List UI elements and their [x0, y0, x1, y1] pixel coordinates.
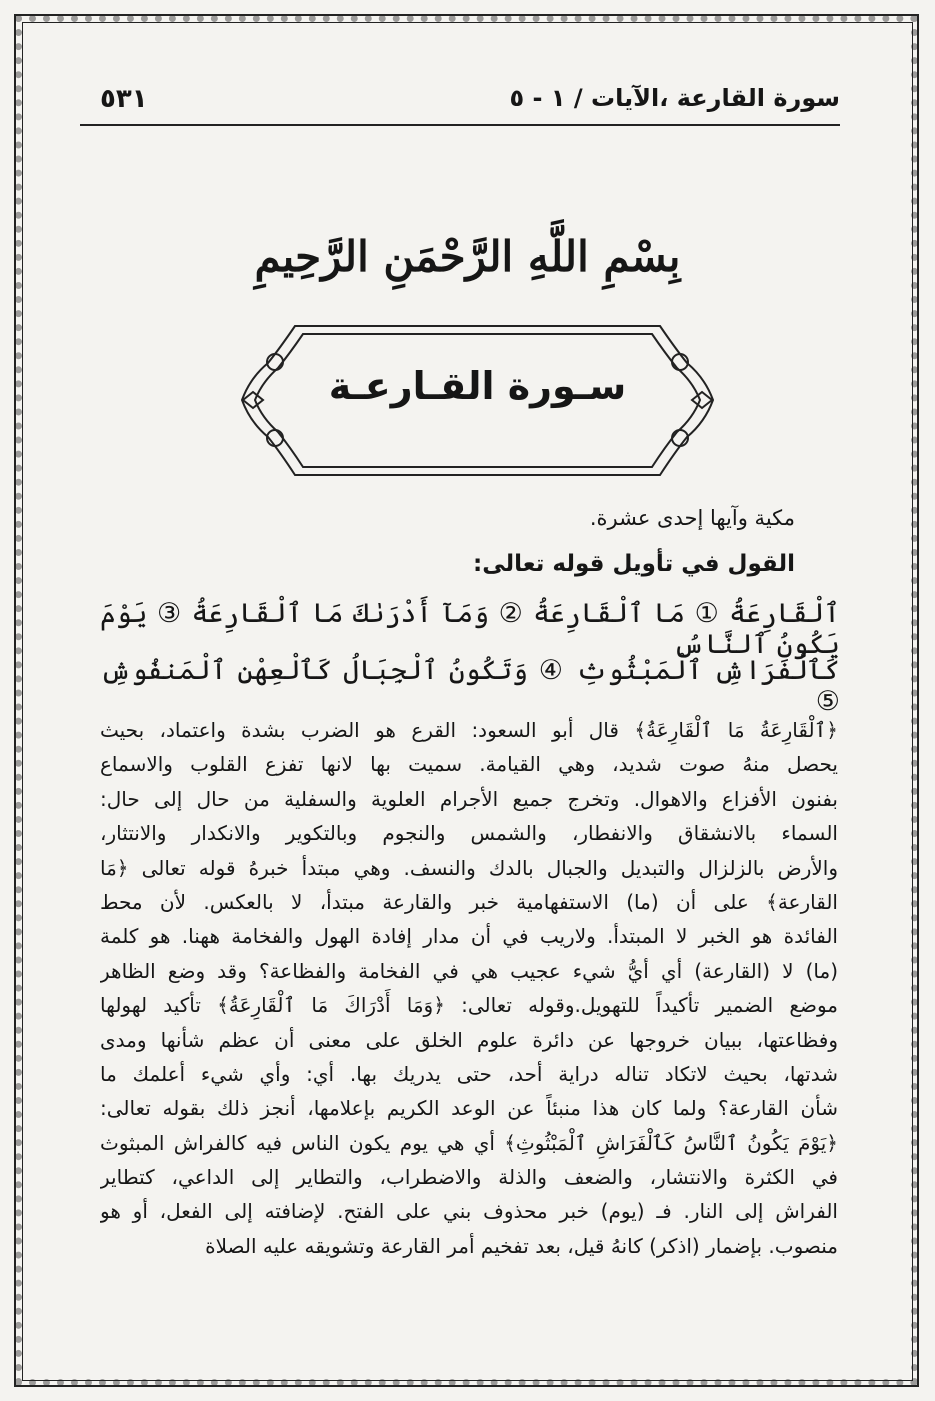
commentary-line: الفائدة هو الخبر لا المبتدأ. ولاريب في أن مدار إفادة الهول والفخامة ههنا. هو كلمة — [100, 924, 838, 949]
running-head: سورة القارعة ،الآيات / ١ - ٥ — [509, 84, 840, 112]
commentary-line: القارعة﴾ على أن (ما) الاستفهامية خبر والقارعة مبتدأ، لا بالعكس. لأن محط — [100, 889, 838, 914]
commentary-line: والأرض بالزلزال والتبديل والجبال بالدك والنسف. وهي مبتدأ خبرهُ قوله تعالى ﴿مَا — [100, 855, 838, 880]
commentary-line: الفراش إلى النار. فـ (يوم) خبر محذوف بني على الفتح. لإضافته إلى الفعل، أو هو — [100, 1199, 838, 1224]
commentary-line: (ما) لا (القارعة) أي أيُّ شيء عجيب هي في الفخامة والفظاعة؟ وقد وضع الظاهر — [100, 958, 838, 983]
commentary-body — [100, 713, 838, 1263]
page-header — [80, 84, 840, 126]
quran-verse-line: كَٱلْفَرَاشِ ٱلْمَبْثُوثِ ④ وَتَكُونُ ٱلْجِبَالُ كَٱلْعِهْنِ ٱلْمَنفُوشِ ⑤ — [100, 655, 840, 717]
commentary-line: وفظاعتها، ببيان خروجها عن دائرة علوم الخلق على معنى أن عظم شأنها ومدى — [100, 1027, 838, 1052]
commentary-line: ﴿يَوْمَ يَكُونُ ٱلنَّاسُ كَٱلْفَرَاشِ ٱلْمَبْثُوثِ﴾ أي هي يوم يكون الناس فيه كالفراش المبثوث — [100, 1130, 838, 1155]
surah-intro: مكية وآيها إحدى عشرة. — [589, 506, 795, 530]
basmala: بِسْمِ اللَّهِ الرَّحْمَنِ الرَّحِيمِ — [254, 232, 681, 281]
commentary-line: شدتها، بحيث لاتكاد تناله دراية أحد، حتى يدريك بها. أي: وأي شيء أعلمك ما — [100, 1061, 838, 1086]
commentary-line: يحصل منهُ صوت شديد، وهي القيامة. سميت بها لانها تفزع القلوب والاسماع — [100, 752, 838, 777]
surah-title: سـورة القـارعـة — [328, 364, 627, 408]
quran-verse-line: ٱلْقَارِعَةُ ① مَا ٱلْقَارِعَةُ ② وَمَآ أَدْرَىٰكَ مَا ٱلْقَارِعَةُ ③ يَوْمَ يَكُونُ ٱلنَّاسُ — [100, 598, 840, 660]
commentary-line: ﴿ٱلْقَارِعَةُ مَا ٱلْقَارِعَةُ﴾ قال أبو السعود: القرع هو الضرب بشدة واعتماد، بحيث — [100, 718, 838, 742]
section-heading: القول في تأويل قوله تعالى: — [473, 551, 795, 577]
commentary-line: في الكثرة والانتشار، والضعف والذلة والاضطراب، والتطاير إلى الداعي، كتطاير — [100, 1165, 838, 1190]
page-number: ٥٣١ — [100, 84, 148, 114]
commentary-line: موضع الضمير تأكيداً للتهويل.وقوله تعالى: ﴿وَمَا أَدْرَاكَ مَا ٱلْقَارِعَةُ﴾ تأكيد لهولها — [100, 993, 838, 1018]
commentary-line: بفنون الأفزاع والاهوال. وتخرج جميع الأجرام العلوية والسفلية من حال إلى حال: — [100, 786, 838, 811]
commentary-line: منصوب. بإضمار (اذكر) كانهُ قيل، بعد تفخيم أمر القارعة وتشويقه عليه الصلاة — [205, 1233, 838, 1258]
commentary-line: شأن القارعة؟ ولما كان هذا منبئاً عن الوعد الكريم بإعلامها، أنجز ذلك بقوله تعالى: — [100, 1096, 838, 1121]
commentary-line: السماء بالانشقاق والانفطار، والشمس والنجوم وبالتكوير والانكدار والانتثار، — [100, 821, 838, 846]
